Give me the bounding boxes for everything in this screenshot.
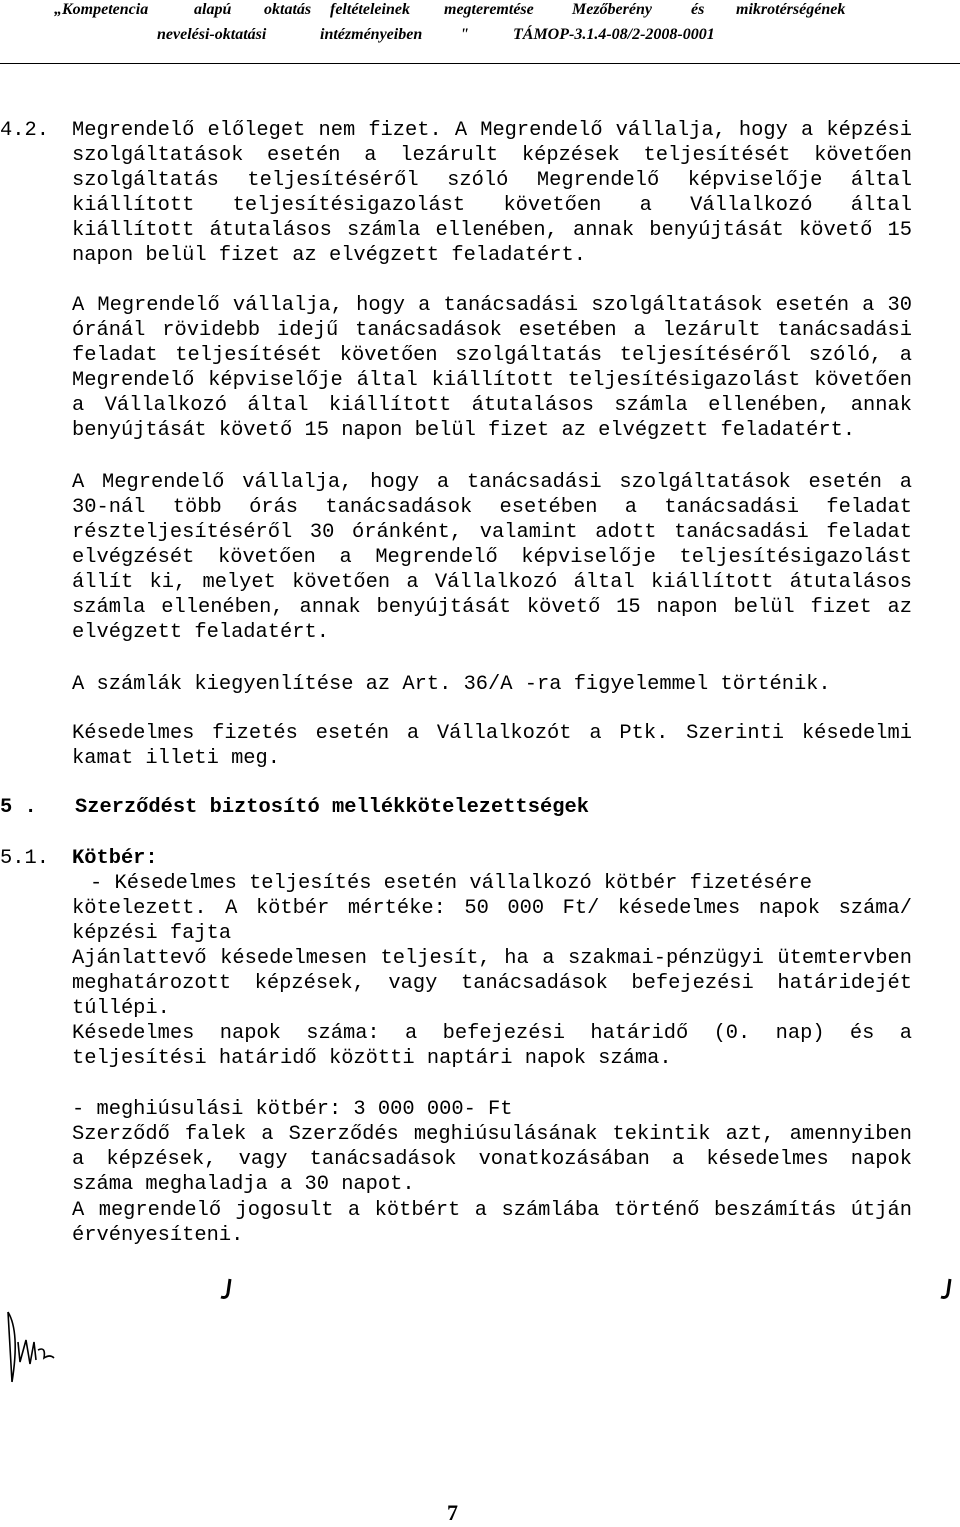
paragraph: Megrendelő előleget nem fizet. A Megrendelő vállalja, hogy a képzési szolgáltatások esetén a lezárult képzések teljesítését követően szolgáltatás teljesítéséről szóló Megrendelő képviselője által kiállított teljesítésigazolást követően a Vállalkozó által kiállított átutalásos számla ellenében, annak benyújtását követő 15 napon belül fizet az elvégzett feladatért. — [72, 119, 912, 267]
paragraph: A számlák kiegyenlítése az Art. 36/A -ra figyelemmel történik. — [72, 673, 831, 696]
header-word: alapú — [194, 1, 232, 18]
section-number: 5.1. — [0, 847, 49, 870]
header-word: nevelési-oktatási — [157, 26, 267, 43]
header-word: és — [691, 1, 705, 18]
paragraph: - meghiúsulási kötbér: 3 000 000- Ft — [72, 1098, 513, 1121]
paragraph: Késedelmes fizetés esetén a Vállalkozót a Ptk. Szerinti késedelmi kamat illeti meg. — [72, 722, 912, 770]
header-word: " — [460, 26, 469, 43]
header-word: Mezőberény — [572, 1, 652, 18]
header-word: TÁMOP-3.1.4-08/2-2008-0001 — [513, 26, 715, 43]
paragraph: A megrendelő jogosult a kötbért a számlába történő beszámítás útján érvényesíteni. — [72, 1199, 912, 1247]
section-number: 4.2. — [0, 119, 49, 142]
signature — [0, 1302, 70, 1392]
section-title: Szerződést biztosító mellékkötelezettségek — [75, 796, 589, 819]
initial-mark — [218, 1275, 238, 1305]
header-rule — [0, 63, 960, 64]
paragraph: - Késedelmes teljesítés esetén vállalkozó kötbér fizetésére — [90, 872, 812, 895]
page-number: 7 — [447, 1500, 458, 1525]
header-word: intézményeiben — [320, 26, 423, 43]
paragraph: A Megrendelő vállalja, hogy a tanácsadási szolgáltatások esetén a 30 óránál rövidebb idejű tanácsadások esetében a lezárult tanácsadási feladat teljesítését követően szolgáltatás teljesítéséről szóló, a Megrendelő képviselője által kiállított teljesítésigazolást követően a Vállalkozó által kiállított átutalásos számla ellenében, annak benyújtását követő 15 napon belül fizet az elvégzett feladatért. — [72, 294, 912, 442]
paragraph: A Megrendelő vállalja, hogy a tanácsadási szolgáltatások esetén a 30-nál több órás tanácsadások esetében a tanácsadási feladat részteljesítéséről 30 óránként, valamint adott tanácsadási feladat elvégzését követően a Megrendelő képviselője teljesítésigazolást állít ki, melyet követően a Vállalkozó által kiállított átutalásos számla ellenében, annak benyújtását követő 15 napon belül fizet az elvégzett feladatért. — [72, 471, 912, 644]
initial-mark — [938, 1275, 958, 1305]
header-word: oktatás — [264, 1, 312, 18]
header-word: megteremtése — [444, 1, 534, 18]
paragraph: Szerződő falek a Szerződés meghiúsulásának tekintik azt, amennyiben a képzések, vagy tanácsadások vonatkozásában a késedelmes napok száma meghaladja a 30 napot. — [72, 1123, 912, 1196]
header-word: „Kompetencia — [54, 1, 149, 18]
section-number: 5 . — [0, 796, 37, 819]
header-word: feltételeinek — [330, 1, 410, 18]
paragraph: kötelezett. A kötbér mértéke: 50 000 Ft/ késedelmes napok száma/ képzési fajta — [72, 897, 912, 945]
paragraph: Késedelmes napok száma: a befejezési határidő (0. nap) és a teljesítési határidő közötti naptári napok száma. — [72, 1022, 912, 1070]
section-title: Kötbér: — [72, 847, 158, 870]
header-word: mikrotérségének — [736, 1, 846, 18]
paragraph: Ajánlattevő késedelmesen teljesít, ha a szakmai-pénzügyi ütemtervben meghatározott képzések, vagy tanácsadások befejezési határidejét túllépi. — [72, 947, 912, 1020]
